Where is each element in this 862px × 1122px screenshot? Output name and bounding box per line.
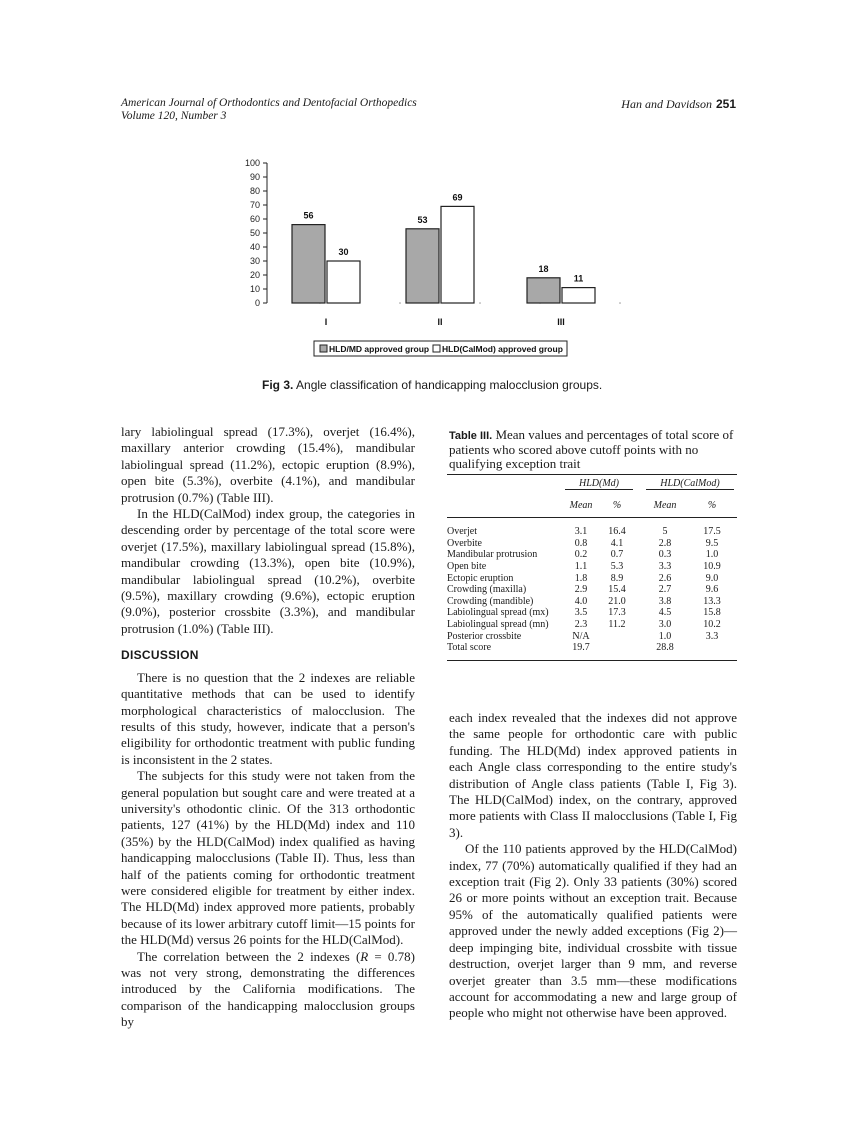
group-header-label: HLD(CalMod) xyxy=(646,478,733,490)
table-cell xyxy=(635,584,643,596)
table-cell xyxy=(635,607,643,619)
text-run: R xyxy=(360,948,369,964)
table-cell xyxy=(635,549,643,561)
y-tick-label: 10 xyxy=(249,284,260,294)
y-tick-label: 70 xyxy=(249,200,260,210)
legend-swatch-hld-md xyxy=(320,345,327,352)
table-cell: 3.0 xyxy=(658,618,672,630)
table-cell: 19.7 xyxy=(572,642,590,654)
table-cell: 2.7 xyxy=(658,584,672,596)
table-row xyxy=(447,538,737,550)
bar-hld-md xyxy=(527,278,560,303)
table-cell xyxy=(635,596,643,608)
figure-caption-text: Angle classification of handicapping malocclusion groups. xyxy=(293,378,603,392)
baseline-dot xyxy=(479,302,481,304)
table-label: Table III. xyxy=(449,430,493,442)
table-cell: 2.8 xyxy=(658,537,672,549)
table-cell xyxy=(635,642,643,660)
table-cell: 9.0 xyxy=(705,572,719,584)
legend-swatch-hld-calmod xyxy=(433,345,440,352)
data-label: 11 xyxy=(573,273,584,284)
table-cell: 5 xyxy=(662,526,668,538)
table-cell: 8.9 xyxy=(610,572,624,584)
table-cell: 4.5 xyxy=(658,607,672,619)
y-tick-label: 80 xyxy=(249,186,260,196)
text-run: = 0.78) was not very strong, demonstrating the differences introduced by the California modifications. The comparison of the handicapping malocclusion groups by xyxy=(121,948,415,1030)
section-heading: DISCUSSION xyxy=(121,648,199,663)
journal-title: American Journal of Orthodontics and Dentofacial Orthopedics xyxy=(121,97,417,109)
table-row xyxy=(447,596,737,608)
table-cell: Labiolingual spread (mn) xyxy=(447,618,549,630)
y-tick-label: 30 xyxy=(249,256,260,266)
paragraph: In the HLD(CalMod) index group, the categories in descending order by percentage of the total score were overjet (17.5%), maxillary labiolingual spread (15.8%), mandibular crowding (13.3%), open bite (10.9%), mandibular labiolingual spread (10.2%), overbite (9.5%), maxillary crowding (9.6%), ectopic eruption (9.0%), posterior crossbite (3.3%), and mandibular protrusion (1.0%) (Table III). xyxy=(121,506,415,636)
table-cell xyxy=(635,561,643,573)
bar-hld-md xyxy=(292,225,325,303)
table-cell: 11.2 xyxy=(608,618,626,630)
table-cell xyxy=(635,538,643,550)
table-cell: 17.5 xyxy=(703,526,721,538)
table-row xyxy=(447,642,737,660)
journal-volume: Volume 120, Number 3 xyxy=(121,110,227,122)
table-cell: 10.9 xyxy=(703,560,721,572)
table-header-cell: % xyxy=(707,499,717,511)
data-label: 53 xyxy=(417,214,428,225)
table-cell: 5.3 xyxy=(610,560,624,572)
table-cell xyxy=(599,631,635,643)
bar-hld-calmod xyxy=(441,206,474,303)
y-tick-label: 50 xyxy=(249,228,260,238)
table-row xyxy=(447,631,737,643)
table-cell: 9.6 xyxy=(705,584,719,596)
table-row xyxy=(447,561,737,573)
table-cell: 10.2 xyxy=(703,618,721,630)
table-cell: 1.1 xyxy=(574,560,588,572)
table-cell: 16.4 xyxy=(608,526,626,538)
table-cell: 0.2 xyxy=(574,549,588,561)
table-cell: Open bite xyxy=(447,560,487,572)
table-cell: 3.1 xyxy=(574,526,588,538)
paragraph: lary labiolingual spread (17.3%), overjet (16.4%), maxillary anterior crowding (15.4%), mandibular labiolingual spread (11.2%), ectopic eruption (8.9%), open bite (5.3%), overbite (4.1%), and mandibular protrusion (0.7%) (Table III). xyxy=(121,424,415,505)
table-cell: 4.0 xyxy=(574,595,588,607)
table-cell: 2.6 xyxy=(658,572,672,584)
table-iii xyxy=(447,474,737,661)
table-cell: 3.3 xyxy=(658,560,672,572)
data-label: 69 xyxy=(452,192,463,203)
authors: Han and Davidson xyxy=(621,97,712,111)
figure-caption-label: Fig 3. xyxy=(262,378,294,392)
table-row xyxy=(447,607,737,619)
data-label: 56 xyxy=(303,210,314,221)
table-header-cell xyxy=(447,475,563,492)
table-cell: Overbite xyxy=(447,537,482,549)
bar-hld-calmod xyxy=(327,261,360,303)
table-cell: 2.9 xyxy=(574,584,588,596)
table-cell: 1.0 xyxy=(705,549,719,561)
group-header-label: HLD(Md) xyxy=(565,478,633,490)
table-cell: 15.8 xyxy=(703,607,721,619)
table-cell: Posterior crossbite xyxy=(447,630,522,642)
table-cell: Labiolingual spread (mx) xyxy=(447,607,549,619)
paragraph: each index revealed that the indexes did not approve the same people for orthodontic care with public funding. The HLD(Md) index approved patients in each Angle class corresponding to the entire study's distribution of Angle class patients (Table I, Fig 3). The HLD(CalMod) index, on the contrary, approved more patients with Class II malocclusions (Table I, Fig 3). xyxy=(449,710,737,840)
figure-caption xyxy=(262,378,602,392)
table-group-header xyxy=(563,475,635,492)
table-group-header xyxy=(643,475,737,492)
table-header-cell: % xyxy=(612,499,622,511)
bar-hld-calmod xyxy=(562,288,595,303)
table-cell: 2.3 xyxy=(574,618,588,630)
table-cell: 1.0 xyxy=(658,630,672,642)
table-cell: Crowding (maxilla) xyxy=(447,584,527,596)
table-cell: 1.8 xyxy=(574,572,588,584)
left-column xyxy=(121,424,415,1031)
table-cell: 9.5 xyxy=(705,537,719,549)
table-cell: 3.8 xyxy=(658,595,672,607)
data-label: 18 xyxy=(538,263,549,274)
table-cell: N/A xyxy=(572,630,590,642)
page-number: 251 xyxy=(715,97,736,111)
table-body xyxy=(447,518,737,661)
table-cell: Crowding (mandible) xyxy=(447,595,534,607)
y-tick-label: 20 xyxy=(249,270,260,280)
table-row xyxy=(447,619,737,631)
paragraph: Of the 110 patients approved by the HLD(CalMod) index, 77 (70%) automatically qualified if they had an exception trait (Fig 2). Only 33 patients (30%) scored 26 or more points without an exception trait. Because 95% of the automatically qualified patients were approved under the newly added exceptions (Fig 2)—deep impinging bite, individual crossbite with tissue destruction, overjet larger than 9 mm, and reverse overjet greater than 3.5 mm—these modifications account for accommodating a new and large group of people who might not otherwise have been approved. xyxy=(449,841,737,1021)
x-category-label: I xyxy=(324,317,328,327)
y-tick-label: 60 xyxy=(249,214,260,224)
table-cell xyxy=(635,619,643,631)
table-header-cell: Mean xyxy=(653,499,677,511)
table-cell xyxy=(599,642,635,660)
x-category-label: III xyxy=(557,317,565,327)
table-cell: 15.4 xyxy=(608,584,626,596)
table-row xyxy=(447,584,737,596)
baseline-dot xyxy=(619,302,621,304)
bar-chart xyxy=(0,0,862,400)
table-header-cell xyxy=(447,492,563,518)
legend-label: HLD(CalMod) approved group xyxy=(442,344,563,354)
table-cell: 0.8 xyxy=(574,537,588,549)
y-tick-label: 90 xyxy=(249,172,260,182)
table-cell: 21.0 xyxy=(608,595,626,607)
table-cell xyxy=(635,573,643,585)
y-tick-label: 100 xyxy=(244,158,260,168)
table-cell: 13.3 xyxy=(703,595,721,607)
legend-label: HLD/MD approved group xyxy=(329,344,430,354)
table-cell: Mandibular protrusion xyxy=(447,549,538,561)
table-cell: 4.1 xyxy=(610,537,624,549)
table-cell: Total score xyxy=(447,642,492,654)
table-caption: Mean values and percentages of total score of patients who scored above cutoff points with no qualifying exception trait xyxy=(449,427,734,471)
table-cell: 0.7 xyxy=(610,549,624,561)
table-row xyxy=(447,549,737,561)
x-category-label: II xyxy=(437,317,443,327)
table-title xyxy=(449,428,739,471)
table-header-cell: Mean xyxy=(569,499,593,511)
table-header-cell xyxy=(635,492,643,518)
data-label: 30 xyxy=(338,247,349,257)
table-header-cell xyxy=(635,475,643,492)
bar-hld-md xyxy=(406,229,439,303)
right-column xyxy=(449,710,737,1022)
y-tick-label: 0 xyxy=(254,298,260,308)
paragraph: The subjects for this study were not taken from the general population but sought care and were treated at a university's othodontic clinic. Of the 313 orthodontic patients, 127 (41%) by the HLD(Md) index and 110 (35%) by the HLD(CalMod) index qualified as having handicapping malocclusions (Table II). Thus, less than half of the patients coming for orthodontic treatment were considered eligible for treatment by either index. The HLD(Md) index approved more patients, probably because of its lower arbitrary cutoff limit—15 points for the HLD(Md) versus 26 points for the HLD(CalMod). xyxy=(121,768,415,948)
table-cell: 3.5 xyxy=(574,607,588,619)
table-cell: Ectopic eruption xyxy=(447,572,514,584)
paragraph: There is no question that the 2 indexes are reliable quantitative methods that can be used to identify morphological characteristics of malocclusion. The results of this study, however, indicate that a person's eligibility for orthodontic treatment with public funding is inconsistent in the 2 states. xyxy=(121,669,415,767)
table-cell: Overjet xyxy=(447,526,477,538)
text-run: The correlation between the 2 indexes ( xyxy=(137,948,361,964)
table-row xyxy=(447,573,737,585)
table-cell xyxy=(687,642,737,660)
table-cell: 3.3 xyxy=(705,630,719,642)
y-tick-label: 40 xyxy=(249,242,260,252)
table-cell xyxy=(635,518,643,538)
baseline-dot xyxy=(399,302,401,304)
table-cell: 0.3 xyxy=(658,549,672,561)
table-cell: 28.8 xyxy=(656,642,674,654)
table-cell: 17.3 xyxy=(608,607,626,619)
table-cell xyxy=(635,631,643,643)
paragraph xyxy=(121,949,415,1031)
table-row xyxy=(447,518,737,538)
